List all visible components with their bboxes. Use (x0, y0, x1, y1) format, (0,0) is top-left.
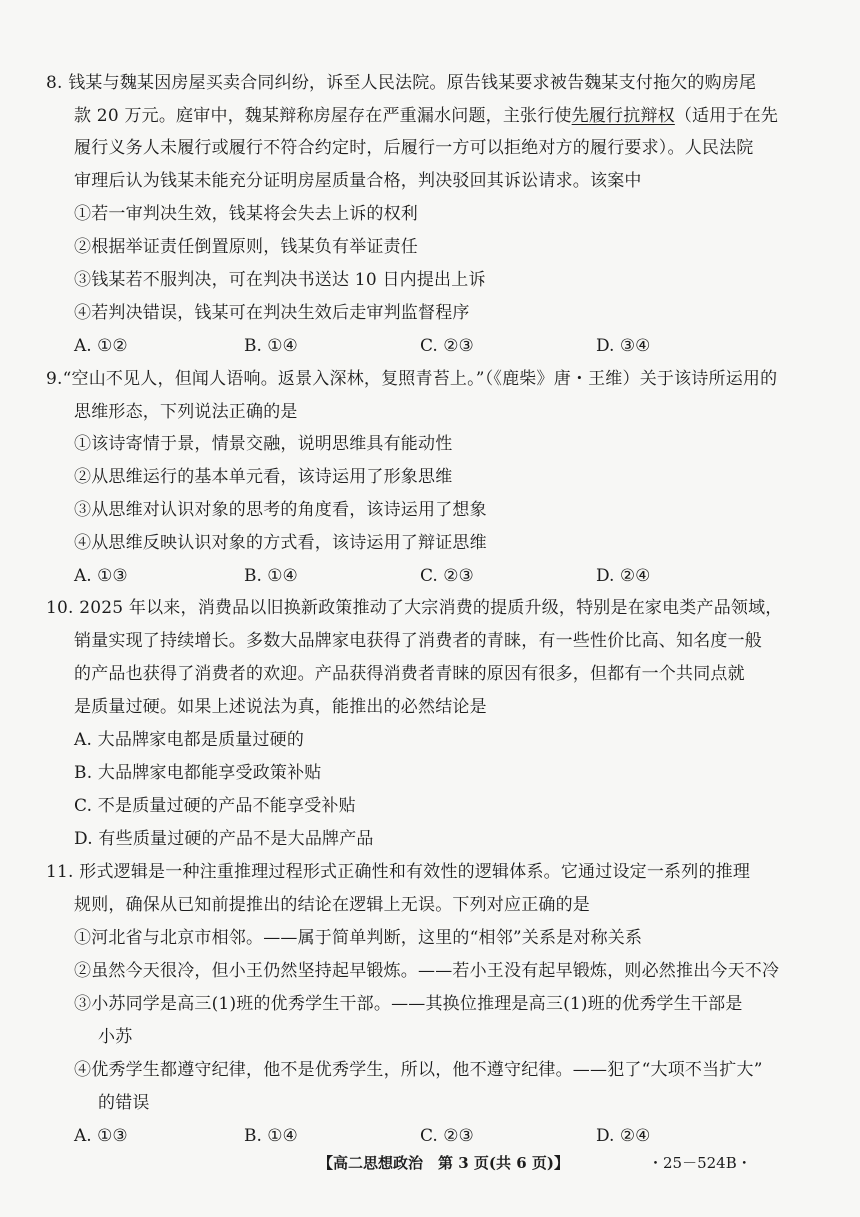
q9-option-c[interactable]: C. ②③ (420, 566, 474, 586)
q11-item-3-cont: 小苏 (98, 1027, 133, 1047)
q8-underlined-term: 先履行抗辩权 (571, 106, 675, 126)
q11-option-a[interactable]: A. ①③ (74, 1126, 128, 1146)
q9-item-2: ②从思维运行的基本单元看，该诗运用了形象思维 (74, 467, 453, 487)
q8-stem-line-2-pre: 款 20 万元。庭审中，魏某辩称房屋存在严重漏水问题，主张行使 (74, 106, 572, 126)
q10-stem-line-4: 是质量过硬。如果上述说法为真，能推出的必然结论是 (74, 697, 487, 717)
q10-option-a[interactable]: A. 大品牌家电都是质量过硬的 (74, 730, 305, 750)
q8-option-b[interactable]: B. ①④ (244, 336, 298, 356)
q9-option-d[interactable]: D. ②④ (596, 566, 651, 586)
q11-item-2: ②虽然今天很冷，但小王仍然坚持起早锻炼。——若小王没有起早锻炼，则必然推出今天不冷 (74, 961, 780, 981)
q10-stem-line-1: 10. 2025 年以来，消费品以旧换新政策推动了大宗消费的提质升级，特别是在家电类产品领域， (46, 598, 783, 618)
q11-stem-line-1: 11. 形式逻辑是一种注重推理过程形式正确性和有效性的逻辑体系。它通过设定一系列的推理 (46, 862, 751, 882)
q11-item-4-cont: 的错误 (98, 1093, 150, 1113)
q10-option-c[interactable]: C. 不是质量过硬的产品不能享受补贴 (74, 796, 356, 816)
q8-item-3: ③钱某若不服判决，可在判决书送达 10 日内提出上诉 (74, 270, 486, 290)
q8-stem-line-1: 8. 钱某与魏某因房屋买卖合同纠纷，诉至人民法院。原告钱某要求被告魏某支付拖欠的购房尾 (46, 73, 757, 93)
footer-subject-page: 【高二思想政治 第 3 页(共 6 页)】 (318, 1154, 569, 1172)
q9-stem-line-2: 思维形态，下列说法正确的是 (74, 402, 298, 422)
q11-option-c[interactable]: C. ②③ (420, 1126, 474, 1146)
q9-item-1: ①该诗寄情于景，情景交融，说明思维具有能动性 (74, 434, 453, 454)
q8-stem-line-3: 履行义务人未履行或履行不符合约定时，后履行一方可以拒绝对方的履行要求）。人民法院 (74, 138, 754, 158)
q10-stem-line-3: 的产品也获得了消费者的欢迎。产品获得消费者青睐的原因有很多，但都有一个共同点就 (74, 664, 745, 684)
q8-option-c[interactable]: C. ②③ (420, 336, 474, 356)
q11-item-4: ④优秀学生都遵守纪律，他不是优秀学生，所以，他不遵守纪律。——犯了“大项不当扩大” (74, 1060, 763, 1080)
q11-stem-line-2: 规则，确保从已知前提推出的结论在逻辑上无误。下列对应正确的是 (74, 895, 590, 915)
q8-stem-line-4: 审理后认为钱某未能充分证明房屋质量合格，判决驳回其诉讼请求。该案中 (74, 171, 642, 191)
q11-option-b[interactable]: B. ①④ (244, 1126, 298, 1146)
q9-item-3: ③从思维对认识对象的思考的角度看，该诗运用了想象 (74, 500, 487, 520)
q8-stem-line-2 (74, 105, 778, 127)
footer-exam-code: ・25－524B・ (648, 1154, 752, 1172)
q8-option-d[interactable]: D. ③④ (596, 336, 651, 356)
q9-stem-line-1: 9.“空山不见人，但闻人语响。返景入深林，复照青苔上。”（《鹿柴》唐・王维）关于该诗所运用的 (46, 369, 778, 389)
q11-item-1: ①河北省与北京市相邻。——属于简单判断，这里的“相邻”关系是对称关系 (74, 928, 643, 948)
q8-item-1: ①若一审判决生效，钱某将会失去上诉的权利 (74, 204, 418, 224)
q10-option-d[interactable]: D. 有些质量过硬的产品不是大品牌产品 (74, 829, 374, 849)
q10-option-b[interactable]: B. 大品牌家电都能享受政策补贴 (74, 763, 322, 783)
q9-option-a[interactable]: A. ①③ (74, 566, 128, 586)
q11-item-3: ③小苏同学是高三(1)班的优秀学生干部。——其换位推理是高三(1)班的优秀学生干部是 (74, 994, 743, 1014)
q8-item-4: ④若判决错误，钱某可在判决生效后走审判监督程序 (74, 303, 470, 323)
q10-stem-line-2: 销量实现了持续增长。多数大品牌家电获得了消费者的青睐，有一些性价比高、知名度一般 (74, 631, 762, 651)
q8-option-a[interactable]: A. ①② (74, 336, 128, 356)
q9-item-4: ④从思维反映认识对象的方式看，该诗运用了辩证思维 (74, 533, 487, 553)
q9-option-b[interactable]: B. ①④ (244, 566, 298, 586)
q8-stem-line-2-post: （适用于在先 (674, 106, 779, 126)
q8-item-2: ②根据举证责任倒置原则，钱某负有举证责任 (74, 237, 418, 257)
q11-option-d[interactable]: D. ②④ (596, 1126, 651, 1146)
